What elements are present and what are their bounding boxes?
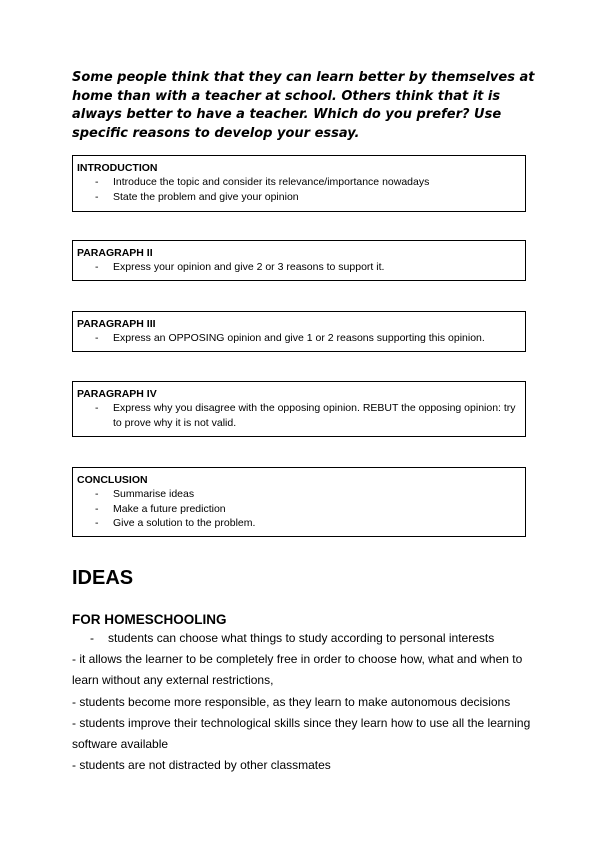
section-paragraph-iv — [72, 381, 526, 437]
section-introduction — [72, 155, 526, 212]
section-list — [77, 175, 520, 204]
list-item: - students become more responsible, as they learn to make autonomous decisions — [72, 694, 511, 709]
section-conclusion — [72, 467, 526, 537]
section-paragraph-ii — [72, 240, 526, 281]
section-paragraph-iii — [72, 311, 526, 352]
section-title: INTRODUCTION — [77, 162, 158, 174]
list-item: - students are not distracted by other classmates — [72, 758, 331, 773]
list-item: - students improve their technological skills since they learn how to use all the learning software available — [72, 715, 531, 752]
list-item: - Give a solution to the problem. — [77, 516, 520, 531]
section-title: PARAGRAPH IV — [77, 388, 157, 400]
section-title: CONCLUSION — [77, 474, 148, 486]
list-item: - Summarise ideas — [77, 487, 520, 502]
list-item: - Make a future prediction — [77, 502, 520, 517]
list-item: - Express your opinion and give 2 or 3 reasons to support it. — [77, 260, 520, 275]
list-item: - students can choose what things to study according to personal interests — [72, 628, 542, 649]
list-item: - it allows the learner to be completely free in order to choose how, what and when to learn without any external restrictions, — [72, 652, 523, 688]
essay-prompt: Some people think that they can learn better by themselves at home than with a teacher at school. Others think that it is always better to have a teacher. Which do you prefer? Use specific reasons to develop your essay. — [72, 70, 535, 141]
list-item: - Express why you disagree with the opposing opinion. REBUT the opposing opinion: try to prove why it is not valid. — [77, 401, 520, 430]
ideas-heading: IDEAS — [72, 567, 134, 589]
section-list — [77, 260, 520, 275]
ideas-subheading: FOR HOMESCHOOLING — [72, 612, 227, 627]
list-item: - Express an OPPOSING opinion and give 1 or 2 reasons supporting this opinion. — [77, 331, 520, 346]
list-item: - Introduce the topic and consider its relevance/importance nowadays — [77, 175, 520, 190]
section-list — [77, 401, 520, 430]
section-title: PARAGRAPH III — [77, 318, 156, 330]
section-list — [77, 331, 520, 346]
list-item: - State the problem and give your opinion — [77, 190, 520, 205]
ideas-list — [72, 628, 542, 776]
section-list — [77, 487, 520, 531]
section-title: PARAGRAPH II — [77, 247, 153, 259]
